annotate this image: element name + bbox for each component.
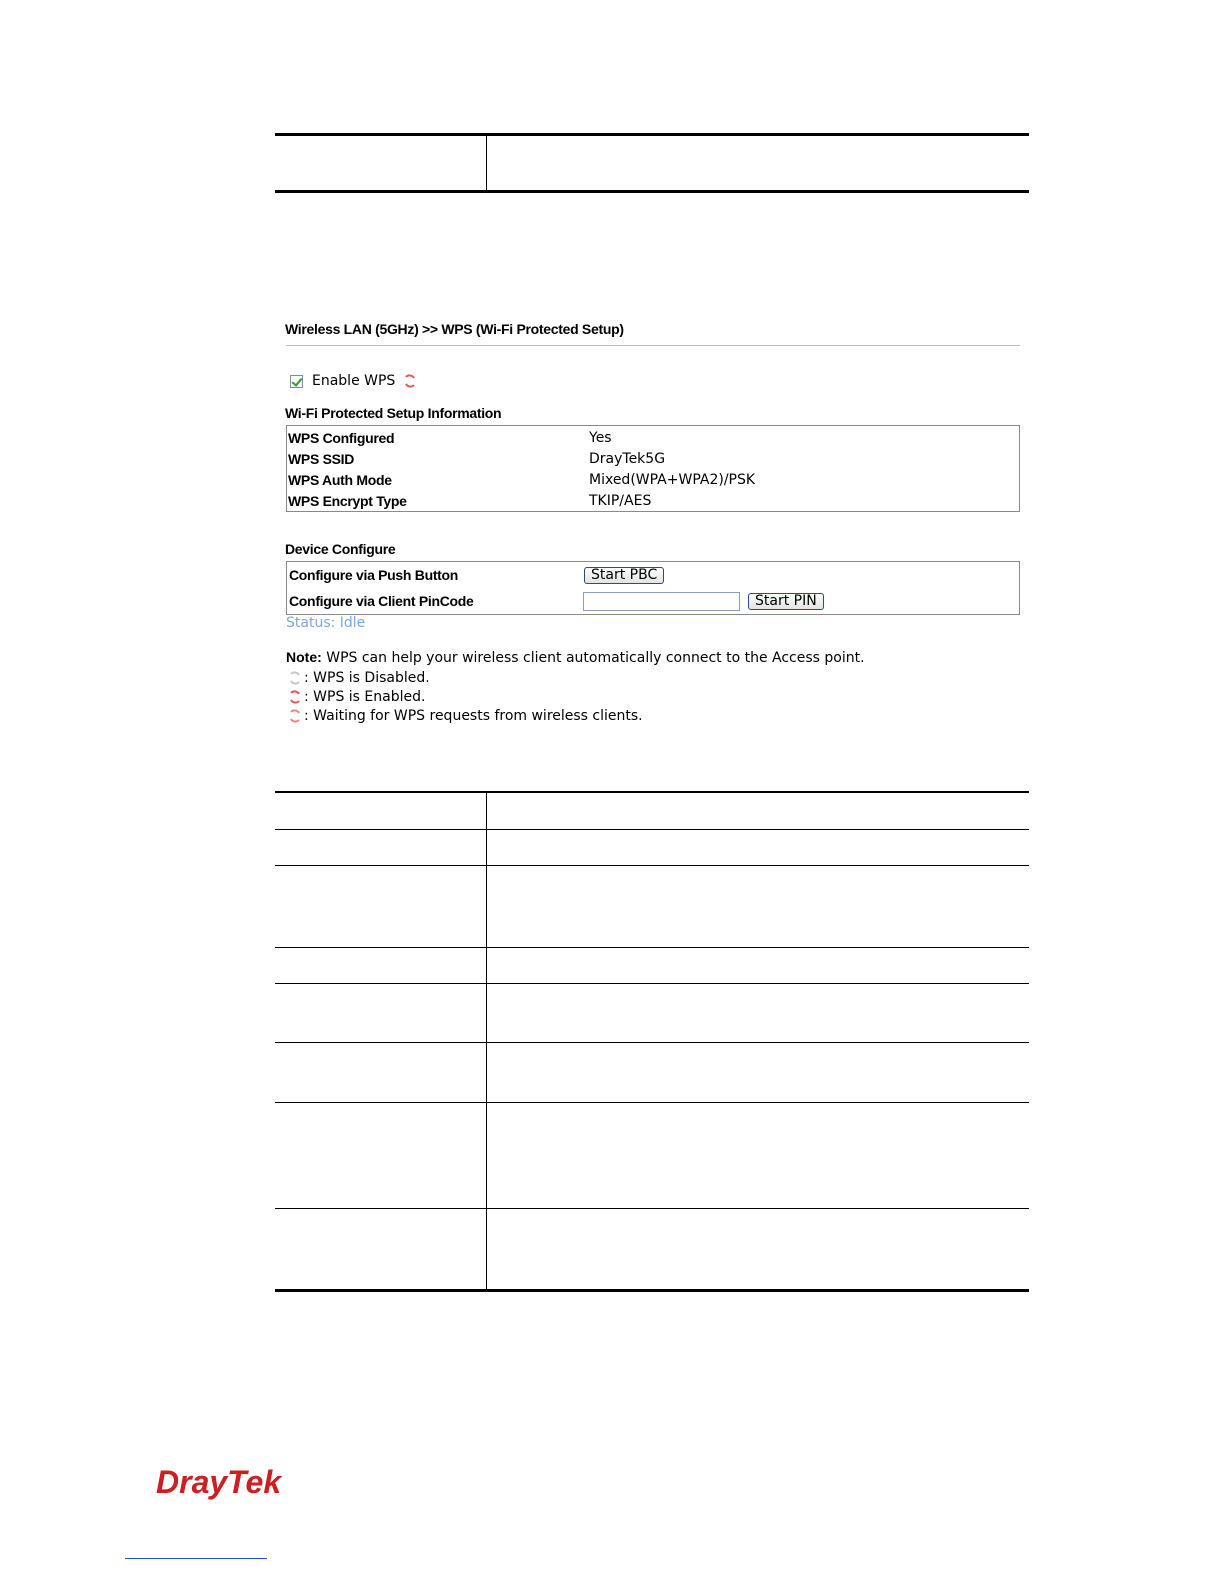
info-value: Mixed(WPA+WPA2)/PSK [589,471,756,488]
wps-enabled-icon [403,374,417,388]
start-pbc-button[interactable]: Start PBC [584,567,664,584]
table-row-divider [275,829,1029,830]
info-key: WPS Configured [288,429,395,446]
start-pin-button[interactable]: Start PIN [748,593,824,610]
info-row-auth-mode [288,469,755,490]
client-pincode-label: Configure via Client PinCode [289,593,474,609]
device-configure-table [286,561,1020,615]
info-row-encrypt-type [288,490,651,511]
client-pincode-input[interactable] [583,592,740,611]
legend-text: : WPS is Enabled. [304,689,426,705]
info-value: TKIP/AES [589,492,652,509]
info-key: WPS SSID [288,450,355,467]
info-value: Yes [589,429,612,446]
table-row-divider [275,983,1029,984]
legend-waiting [288,708,643,724]
info-row-configured [288,427,612,448]
wps-disabled-icon [288,671,302,685]
device-configure-heading: Device Configure [285,541,396,557]
document-table-bottom [275,791,1029,1292]
info-key: WPS Encrypt Type [288,492,407,509]
title-divider [286,345,1020,346]
page-title: Wireless LAN (5GHz) >> WPS (Wi-Fi Protected Setup) [285,321,624,337]
push-button-label: Configure via Push Button [289,567,459,583]
table-row-divider [275,1042,1029,1043]
note-text [286,649,865,666]
draytek-logo-image [156,1462,288,1502]
legend-text: : Waiting for WPS requests from wireless clients. [304,708,643,724]
status-text: Status: Idle [286,615,366,631]
table-row-divider [275,865,1029,866]
wps-info-table [286,425,1020,512]
legend-enabled [288,689,425,705]
draytek-logo [156,1462,288,1506]
info-key: WPS Auth Mode [288,471,392,488]
legend-disabled [288,670,430,686]
wps-info-heading: Wi-Fi Protected Setup Information [285,405,502,421]
svg-text:DrayTek: DrayTek [156,1464,282,1500]
info-value: DrayTek5G [589,450,666,467]
enable-wps-label: Enable WPS [312,373,396,389]
table-row-divider [275,1208,1029,1209]
table-divider [486,136,487,190]
note-prefix: Note: [286,649,322,665]
wps-waiting-icon [288,709,302,723]
table-row-divider [275,947,1029,948]
legend-text: : WPS is Disabled. [304,670,430,686]
table-divider [486,793,487,1289]
footer-link-underline [125,1558,267,1559]
note-body: WPS can help your wireless client automatically connect to the Access point. [321,650,865,666]
info-row-ssid [288,448,665,469]
enable-wps-row [290,373,417,389]
document-table-top [275,133,1029,193]
table-row-divider [275,1102,1029,1103]
enable-wps-checkbox[interactable] [290,375,303,388]
wps-enabled-icon [288,690,302,704]
